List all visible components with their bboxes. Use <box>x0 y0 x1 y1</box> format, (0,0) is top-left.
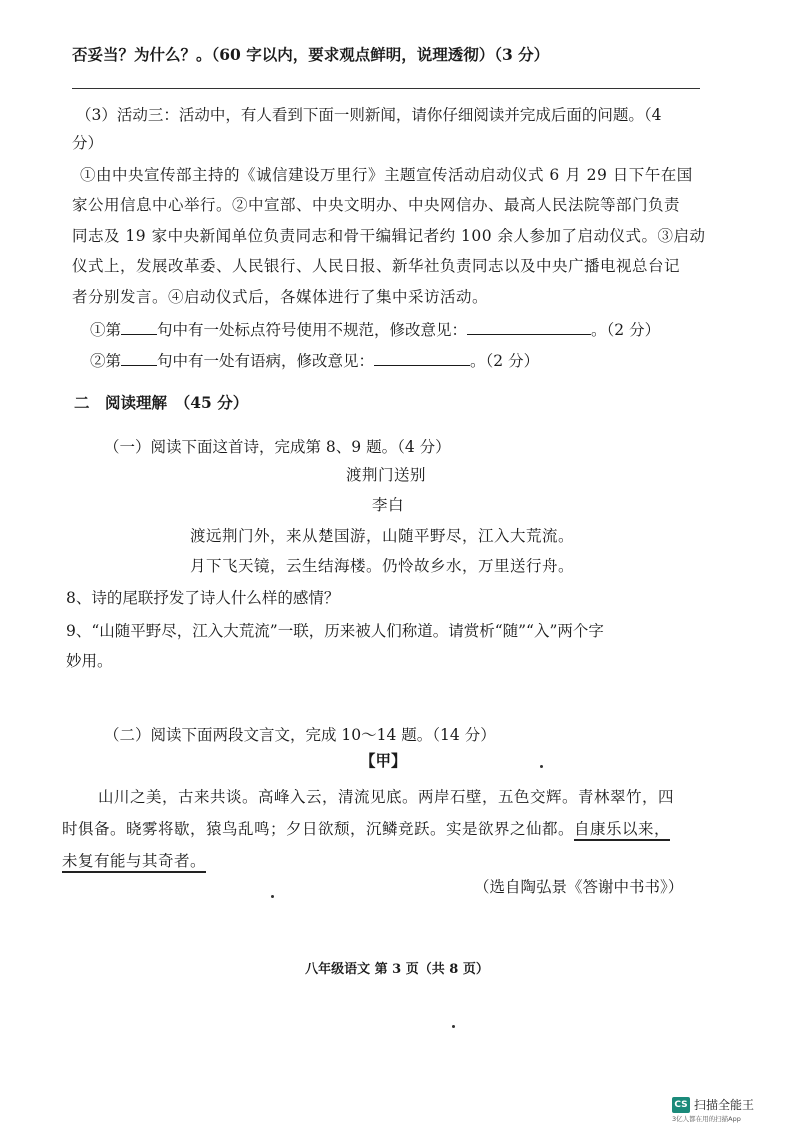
revision-blank-1[interactable] <box>467 318 591 335</box>
cs-logo-icon: CS <box>672 1097 690 1113</box>
section-reading-heading: 二 阅读理解 （45 分） <box>74 393 249 412</box>
sentence-number-blank-1[interactable] <box>121 318 157 335</box>
passage-line2-text: 时俱备。晓雾将歇，猿鸟乱鸣；夕日欲颓，沉鳞竞跃。实是欲界之仙都。 <box>62 820 575 838</box>
previous-question-tail: 否妥当？为什么？。（60 字以内，要求观点鲜明，说理透彻）（3 分） <box>72 45 550 64</box>
scan-speck <box>452 1025 455 1028</box>
sub2-text: 句中有一处有语病，修改意见： <box>157 352 375 370</box>
question-9-line1: 9、“山随平野尽，江入大荒流”一联，历来被人们称道。请赏析“随”“入”两个字 <box>66 622 604 640</box>
sub1-prefix: ①第 <box>90 321 122 339</box>
passage-line2 <box>62 818 670 840</box>
passage-source: （选自陶弘景《答谢中书书》） <box>474 878 684 896</box>
page-footer: 八年级语文 第 3 页（共 8 页） <box>305 962 489 977</box>
news-line3: 同志及 19 家中央新闻单位负责同志和骨干编辑记者约 100 余人参加了启动仪式。③启动 <box>72 227 706 245</box>
passage-line3 <box>62 850 206 872</box>
part2-heading: （二）阅读下面两段文言文，完成 10～14 题。（14 分） <box>104 726 496 744</box>
activity3-line1: （3）活动三：活动中，有人看到下面一则新闻，请你仔细阅读并完成后面的问题。（4 <box>76 106 662 124</box>
subquestion-grammar <box>90 349 539 372</box>
revision-blank-2[interactable] <box>374 349 470 366</box>
passage-label-jia: 【甲】 <box>360 751 407 770</box>
activity3-line2: 分） <box>72 134 104 152</box>
question-8: 8、诗的尾联抒发了诗人什么样的感情？ <box>66 589 340 607</box>
poem-author: 李白 <box>372 496 405 514</box>
sentence-number-blank-2[interactable] <box>121 349 157 366</box>
underlined-sentence-part1: 自康乐以来， <box>574 820 670 841</box>
subquestion-punctuation <box>90 318 660 341</box>
poem-line-1: 渡远荆门外，来从楚国游，山随平野尽，江入大荒流。 <box>190 527 575 545</box>
news-line1: ①由中央宣传部主持的《诚信建设万里行》主题宣传活动启动仪式 6 月 29 日下午在国 <box>80 166 693 184</box>
sub1-score: 。（2 分） <box>591 321 661 339</box>
sub2-score: 。（2 分） <box>470 352 540 370</box>
news-line5: 者分别发言。④启动仪式后，各媒体进行了集中采访活动。 <box>72 288 489 306</box>
news-line2: 家公用信息中心举行。②中宣部、中央文明办、中央网信办、最高人民法院等部门负责 <box>72 196 681 214</box>
poem-title: 渡荆门送别 <box>346 466 427 484</box>
answer-line <box>72 88 700 89</box>
passage-line1: 山川之美，古来共谈。高峰入云，清流见底。两岸石壁，五色交辉。青林翠竹，四 <box>98 788 675 806</box>
poem-line-2: 月下飞天镜，云生结海楼。仍怜故乡水，万里送行舟。 <box>190 557 575 575</box>
news-line4: 仪式上，发展改革委、人民银行、人民日报、新华社负责同志以及中央广播电视总台记 <box>72 257 681 275</box>
scanner-tagline: 3亿人都在用的扫描App <box>672 1115 741 1123</box>
sub1-text: 句中有一处标点符号使用不规范，修改意见： <box>157 321 468 339</box>
part1-heading: （一）阅读下面这首诗，完成第 8、9 题。（4 分） <box>104 438 451 456</box>
scan-speck <box>540 765 543 768</box>
sub2-prefix: ②第 <box>90 352 122 370</box>
scanner-watermark <box>672 1096 754 1113</box>
question-9-line2: 妙用。 <box>66 652 113 670</box>
scan-speck <box>271 895 274 898</box>
underlined-sentence-part2: 未复有能与其奇者。 <box>62 852 206 873</box>
scanner-app-name: 扫描全能王 <box>694 1098 755 1112</box>
